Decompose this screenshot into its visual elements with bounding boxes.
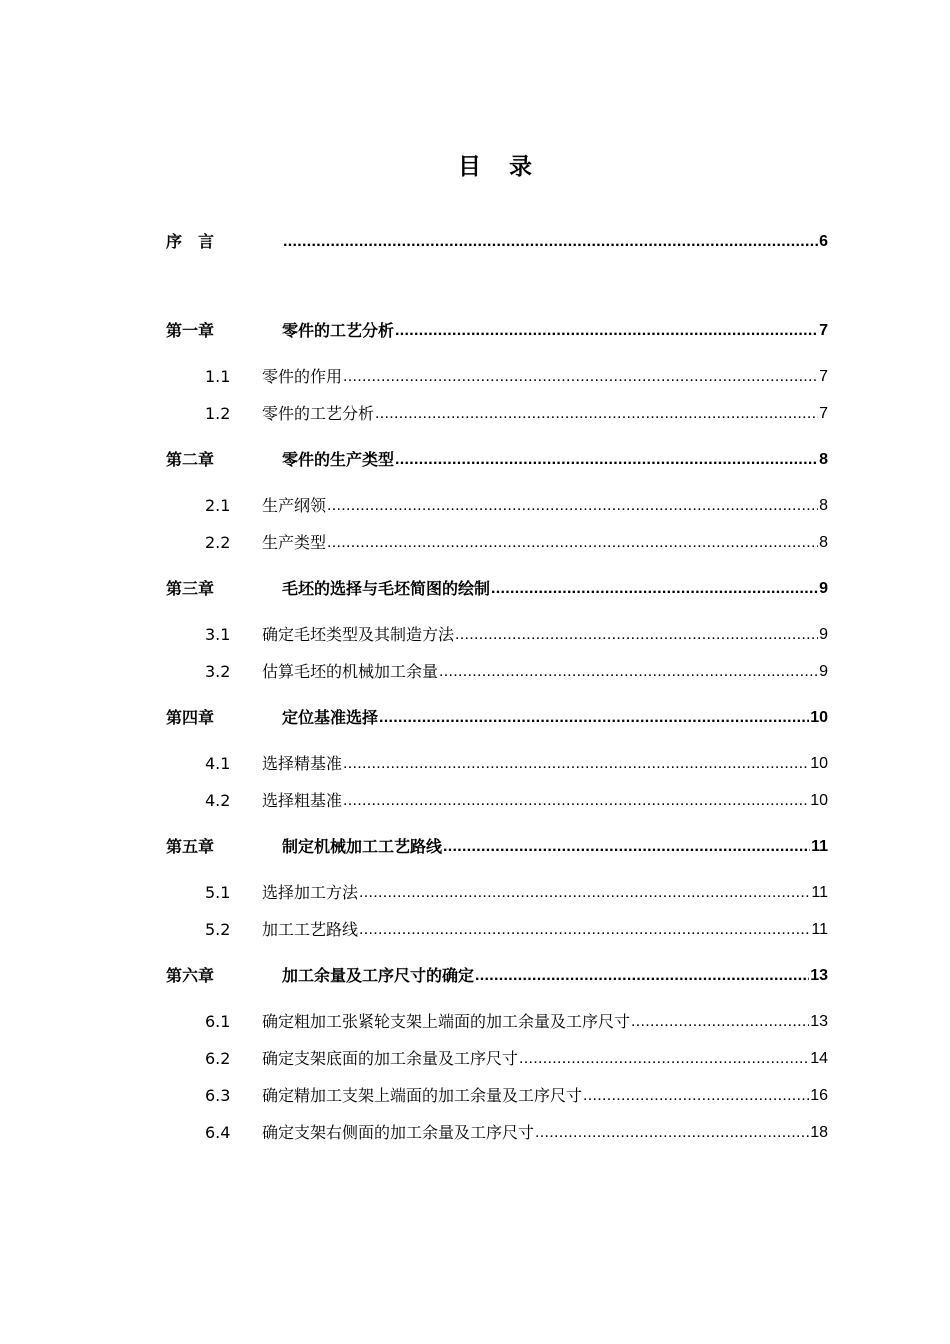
toc-entry-number: 1.1: [205, 367, 231, 386]
toc-entry-page: 7: [819, 368, 828, 385]
toc-entry-number: 第四章: [166, 708, 215, 727]
dot-leader: [631, 1010, 809, 1034]
dot-leader: [475, 964, 809, 988]
toc-entry-label: 加工余量及工序尺寸的确定: [282, 966, 475, 985]
toc-entry-chapter-4[interactable]: [166, 706, 828, 730]
dot-leader: [283, 230, 818, 254]
dot-leader: [343, 789, 809, 813]
toc-entry-label: 估算毛坯的机械加工余量: [262, 662, 439, 681]
toc-entry-section-1-2[interactable]: [166, 402, 828, 426]
toc-entry-chapter-6[interactable]: [166, 964, 828, 988]
toc-entry-page: 13: [810, 1013, 828, 1030]
dot-leader: [327, 531, 818, 555]
toc-entry-number: 4.1: [205, 754, 231, 773]
toc-entry-label: 生产纲领: [262, 496, 327, 515]
toc-entry-page: 16: [810, 1087, 828, 1104]
toc-entry-page: 10: [810, 755, 828, 772]
dot-leader: [395, 448, 818, 472]
toc-entry-chapter-3[interactable]: [166, 577, 828, 601]
toc-entry-chapter-1[interactable]: [166, 319, 828, 343]
toc-entry-number: 第三章: [166, 579, 215, 598]
toc-entry-page: 9: [819, 663, 828, 680]
toc-entry-section-4-1[interactable]: [166, 752, 828, 776]
dot-leader: [395, 319, 818, 343]
toc-entry-number: 第二章: [166, 450, 215, 469]
dot-leader: [583, 1084, 809, 1108]
toc-entry-label: 制定机械加工工艺路线: [282, 837, 443, 856]
toc-entry-label: 选择精基准: [262, 754, 343, 773]
toc-entry-section-4-2[interactable]: [166, 789, 828, 813]
toc-entry-label: 零件的工艺分析: [282, 321, 395, 340]
toc-entry-section-6-4[interactable]: [166, 1121, 828, 1145]
toc-entry-label: 确定精加工支架上端面的加工余量及工序尺寸: [262, 1086, 583, 1105]
dot-leader: [443, 835, 810, 859]
toc-entry-number: 6.1: [205, 1012, 231, 1031]
toc-entry-page: 8: [819, 451, 828, 468]
toc-entry-label: 零件的工艺分析: [262, 404, 375, 423]
toc-entry-label: 选择粗基准: [262, 791, 343, 810]
toc-entry-number: 3.1: [205, 625, 231, 644]
toc-entry-section-6-1[interactable]: [166, 1010, 828, 1034]
toc-entry-number: 第一章: [166, 321, 215, 340]
dot-leader: [327, 494, 818, 518]
toc-entry-page: 8: [819, 497, 828, 514]
toc-entry-number: 第六章: [166, 966, 215, 985]
toc-entry-label: 确定支架底面的加工余量及工序尺寸: [262, 1049, 519, 1068]
toc-entry-number: 5.2: [205, 920, 231, 939]
toc-entry-page: 11: [811, 921, 828, 938]
toc-entry-label: 零件的生产类型: [282, 450, 395, 469]
toc-entry-label: 零件的作用: [262, 367, 343, 386]
dot-leader: [491, 577, 818, 601]
dot-leader: [455, 623, 818, 647]
toc-entry-section-3-1[interactable]: [166, 623, 828, 647]
toc-entry-number: 序 言: [166, 232, 215, 251]
toc-entry-number: 3.2: [205, 662, 231, 681]
toc-entry-chapter-2[interactable]: [166, 448, 828, 472]
toc-entry-section-5-2[interactable]: [166, 918, 828, 942]
toc-entry-page: 9: [819, 626, 828, 643]
dot-leader: [343, 752, 809, 776]
toc-entry-page: 9: [819, 580, 828, 597]
toc-entry-label: 加工工艺路线: [262, 920, 359, 939]
toc-entry-section-5-1[interactable]: [166, 881, 828, 905]
toc-entry-page: 7: [819, 322, 828, 339]
toc-entry-label: 确定粗加工张紧轮支架上端面的加工余量及工序尺寸: [262, 1012, 631, 1031]
toc-entry-page: 8: [819, 534, 828, 551]
toc-entry-section-2-1[interactable]: [166, 494, 828, 518]
dot-leader: [359, 918, 810, 942]
toc-entry-label: 确定支架右侧面的加工余量及工序尺寸: [262, 1123, 535, 1142]
toc-entry-label: 选择加工方法: [262, 883, 359, 902]
toc-entry-label: 毛坯的选择与毛坯简图的绘制: [282, 579, 491, 598]
toc-entry-page: 18: [810, 1124, 828, 1141]
dot-leader: [379, 706, 809, 730]
toc-entry-number: 2.2: [205, 533, 231, 552]
toc-entry-page: 6: [819, 233, 828, 250]
toc-entry-number: 第五章: [166, 837, 215, 856]
toc-entry-number: 4.2: [205, 791, 231, 810]
toc-entry-number: 6.3: [205, 1086, 231, 1105]
toc-entry-chapter-5[interactable]: [166, 835, 828, 859]
toc-entry-page: 13: [810, 967, 828, 984]
toc-entry-label: 定位基准选择: [282, 708, 379, 727]
toc-entry-section-3-2[interactable]: [166, 660, 828, 684]
toc-title: 目 录: [457, 154, 542, 180]
toc-entry-page: 14: [810, 1050, 828, 1067]
toc-entry-page: 11: [811, 838, 828, 855]
toc-entry-label: 生产类型: [262, 533, 327, 552]
dot-leader: [343, 365, 818, 389]
toc-entry-number: 6.2: [205, 1049, 231, 1068]
dot-leader: [375, 402, 818, 426]
toc-entry-number: 1.2: [205, 404, 231, 423]
toc-entry-number: 6.4: [205, 1123, 231, 1142]
toc-entry-section-6-2[interactable]: [166, 1047, 828, 1071]
toc-entry-preface[interactable]: [166, 230, 828, 254]
dot-leader: [535, 1121, 809, 1145]
toc-entry-page: 10: [810, 792, 828, 809]
dot-leader: [519, 1047, 809, 1071]
toc-entry-section-6-3[interactable]: [166, 1084, 828, 1108]
toc-entry-number: 5.1: [205, 883, 231, 902]
toc-entry-page: 7: [819, 405, 828, 422]
toc-entry-page: 11: [811, 884, 828, 901]
toc-entry-number: 2.1: [205, 496, 231, 515]
toc-entry-page: 10: [810, 709, 828, 726]
toc-entry-label: 确定毛坯类型及其制造方法: [262, 625, 455, 644]
toc-entry-section-1-1[interactable]: [166, 365, 828, 389]
dot-leader: [439, 660, 818, 684]
dot-leader: [359, 881, 810, 905]
toc-entry-section-2-2[interactable]: [166, 531, 828, 555]
